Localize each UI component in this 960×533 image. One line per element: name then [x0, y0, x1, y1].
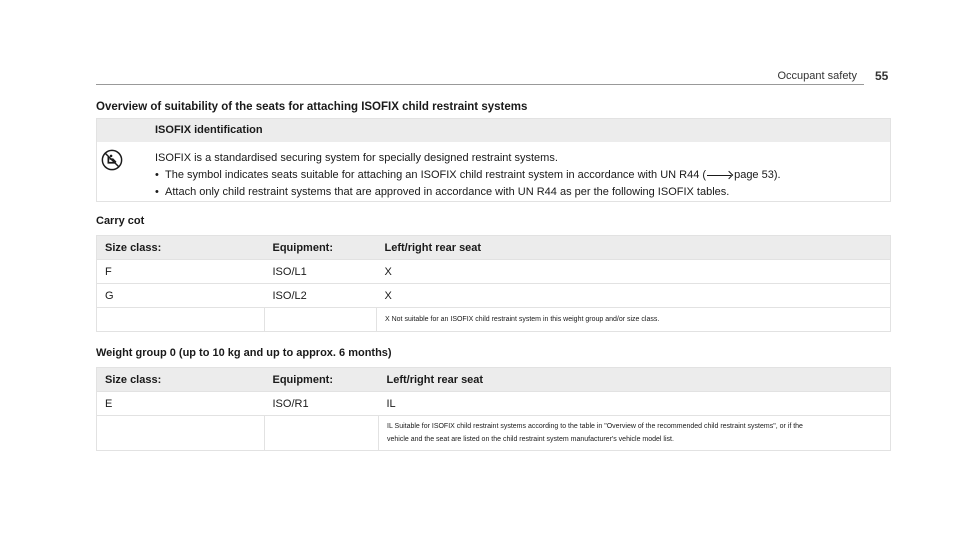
page-reference-arrow-icon: [707, 171, 733, 179]
cell-rear-seat: IL: [379, 392, 891, 416]
cell-rear-seat: X: [377, 284, 891, 308]
cell-size-class: F: [97, 260, 265, 284]
carry-cot-title: Carry cot: [96, 215, 145, 227]
carry-cot-table: [96, 235, 891, 332]
weight-group-0-note: [379, 416, 891, 451]
weight-group-0-title: Weight group 0 (up to 10 kg and up to approx. 6 months): [96, 347, 392, 359]
header-section-title: Occupant safety: [777, 70, 857, 82]
header-divider: [96, 84, 864, 85]
column-header-rear-seat: Left/right rear seat: [379, 368, 891, 392]
isofix-box-heading: ISOFIX identification: [155, 124, 263, 136]
isofix-intro-text: ISOFIX is a standardised securing system for specially designed restraint systems.: [155, 152, 558, 164]
table-row: [97, 260, 891, 284]
table-row: [97, 284, 891, 308]
page-reference-link[interactable]: page 53: [734, 169, 774, 181]
carry-cot-note: X Not suitable for an ISOFIX child restraint system in this weight group and/or size class.: [377, 308, 891, 332]
isofix-box-header: [97, 119, 890, 142]
page-title: Overview of suitability of the seats for attaching ISOFIX child restraint systems: [96, 101, 528, 113]
column-header-size-class: Size class:: [97, 236, 265, 260]
isofix-child-seat-icon: [101, 149, 123, 171]
column-header-rear-seat: Left/right rear seat: [377, 236, 891, 260]
table-note-row: [97, 416, 891, 451]
column-header-equipment: Equipment:: [265, 368, 379, 392]
isofix-bullet-1: [155, 167, 781, 184]
table-note-row: [97, 308, 891, 332]
weight-group-0-note-line-1: IL Suitable for ISOFIX child restraint systems according to the table in "Overview of the recommended child restraint systems", or if the: [387, 423, 803, 430]
column-header-size-class: Size class:: [97, 368, 265, 392]
isofix-box-body: [155, 150, 781, 201]
cell-equipment: ISO/L2: [265, 284, 377, 308]
isofix-bullet-1-text: The symbol indicates seats suitable for attaching an ISOFIX child restraint system in accordance with UN R44 (: [165, 169, 707, 181]
isofix-bullet-1-end: ).: [773, 169, 781, 181]
cell-size-class: E: [97, 392, 265, 416]
table-row: [97, 392, 891, 416]
column-header-equipment: Equipment:: [265, 236, 377, 260]
cell-equipment: ISO/R1: [265, 392, 379, 416]
table-header-row: [97, 236, 891, 260]
weight-group-0-table: [96, 367, 891, 451]
weight-group-0-note-line-2: vehicle and the seat are listed on the child restraint system manufacturer's vehicle model list.: [387, 436, 674, 443]
cell-size-class: G: [97, 284, 265, 308]
isofix-identification-box: [96, 118, 891, 202]
cell-rear-seat: X: [377, 260, 891, 284]
cell-equipment: ISO/L1: [265, 260, 377, 284]
isofix-bullet-2: • Attach only child restraint systems that are approved in accordance with UN R44 as per the following ISOFIX tables.: [155, 184, 781, 201]
page-number: 55: [875, 69, 889, 83]
table-header-row: [97, 368, 891, 392]
